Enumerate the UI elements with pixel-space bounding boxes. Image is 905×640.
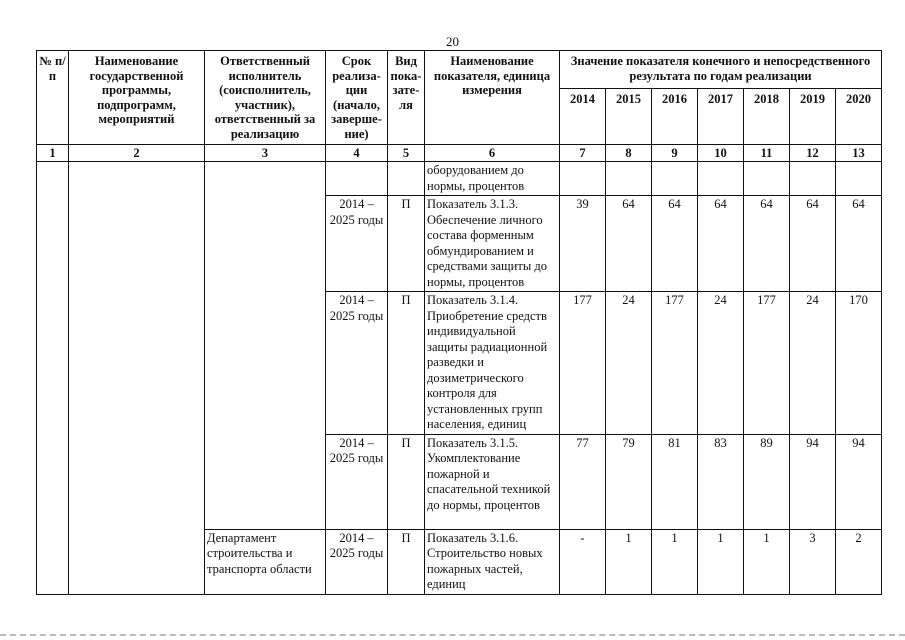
header-values-group: Значение показателя конечного и непосредственного результата по годам реализации bbox=[560, 51, 882, 89]
row-term: 2014 – 2025 годы bbox=[326, 292, 388, 435]
row-type: П bbox=[388, 529, 425, 594]
row-type bbox=[388, 162, 425, 196]
row-value: - bbox=[560, 529, 606, 594]
row-type: П bbox=[388, 292, 425, 435]
row-value: 177 bbox=[652, 292, 698, 435]
column-number: 12 bbox=[790, 145, 836, 162]
row-value bbox=[790, 162, 836, 196]
column-number: 7 bbox=[560, 145, 606, 162]
row-value: 64 bbox=[836, 196, 882, 292]
row-value: 64 bbox=[606, 196, 652, 292]
row-executor: Департамент строительства и транспорта области bbox=[205, 529, 326, 594]
row-indicator: оборудованием до нормы, процентов bbox=[425, 162, 560, 196]
row-value: 2 bbox=[836, 529, 882, 594]
header-indicator: Наименование показателя, единица измерения bbox=[425, 51, 560, 145]
header-executor: Ответственный исполнитель (соисполнитель, участник), ответственный за реализацию bbox=[205, 51, 326, 145]
header-year: 2019 bbox=[790, 88, 836, 144]
row-value bbox=[652, 162, 698, 196]
header-year: 2017 bbox=[698, 88, 744, 144]
row-value: 24 bbox=[790, 292, 836, 435]
row-term: 2014 – 2025 годы bbox=[326, 434, 388, 529]
row-indicator: Показатель 3.1.3. Обеспечение личного состава форменным обмундированием и средствами защиты до нормы, процентов bbox=[425, 196, 560, 292]
header-year: 2018 bbox=[744, 88, 790, 144]
row-value: 1 bbox=[606, 529, 652, 594]
row-value: 170 bbox=[836, 292, 882, 435]
header-num: № п/п bbox=[37, 51, 69, 145]
row-value: 77 bbox=[560, 434, 606, 529]
row-value: 39 bbox=[560, 196, 606, 292]
column-number: 11 bbox=[744, 145, 790, 162]
row-term: 2014 – 2025 годы bbox=[326, 196, 388, 292]
row-value bbox=[836, 162, 882, 196]
row-value: 177 bbox=[560, 292, 606, 435]
row-term: 2014 – 2025 годы bbox=[326, 529, 388, 594]
column-number: 5 bbox=[388, 145, 425, 162]
row-value bbox=[698, 162, 744, 196]
row-value: 89 bbox=[744, 434, 790, 529]
row-value: 94 bbox=[836, 434, 882, 529]
column-number: 3 bbox=[205, 145, 326, 162]
row-value: 3 bbox=[790, 529, 836, 594]
page-number: 20 bbox=[446, 34, 459, 49]
row-value: 64 bbox=[790, 196, 836, 292]
header-year: 2020 bbox=[836, 88, 882, 144]
column-number: 10 bbox=[698, 145, 744, 162]
header-term: Срок реализа-ции (начало, заверше-ние) bbox=[326, 51, 388, 145]
row-value: 81 bbox=[652, 434, 698, 529]
row-value: 177 bbox=[744, 292, 790, 435]
row-num bbox=[37, 162, 69, 595]
row-value: 64 bbox=[698, 196, 744, 292]
row-value: 1 bbox=[652, 529, 698, 594]
header-name: Наименование государственной программы, подпрограмм, мероприятий bbox=[69, 51, 205, 145]
row-value: 1 bbox=[744, 529, 790, 594]
header-type: Вид пока-зате-ля bbox=[388, 51, 425, 145]
row-value: 64 bbox=[652, 196, 698, 292]
row-type: П bbox=[388, 434, 425, 529]
column-number: 9 bbox=[652, 145, 698, 162]
column-number: 1 bbox=[37, 145, 69, 162]
row-indicator: Показатель 3.1.4. Приобретение средств индивидуальной защиты радиационной разведки и дозиметрического контроля для установленных групп населения, единиц bbox=[425, 292, 560, 435]
row-value bbox=[560, 162, 606, 196]
row-value: 1 bbox=[698, 529, 744, 594]
column-number: 4 bbox=[326, 145, 388, 162]
row-type: П bbox=[388, 196, 425, 292]
row-value: 83 bbox=[698, 434, 744, 529]
program-indicators-table bbox=[36, 50, 882, 595]
row-term bbox=[326, 162, 388, 196]
row-value: 94 bbox=[790, 434, 836, 529]
scan-bottom-edge bbox=[0, 634, 905, 636]
row-value: 64 bbox=[744, 196, 790, 292]
column-number: 2 bbox=[69, 145, 205, 162]
column-numbers-row bbox=[37, 145, 882, 162]
column-number: 6 bbox=[425, 145, 560, 162]
header-year: 2016 bbox=[652, 88, 698, 144]
row-executor bbox=[205, 162, 326, 530]
row-indicator: Показатель 3.1.5. Укомплектование пожарной и спасательной техникой до нормы, процентов bbox=[425, 434, 560, 529]
column-number: 13 bbox=[836, 145, 882, 162]
table-row bbox=[37, 162, 882, 196]
row-value: 79 bbox=[606, 434, 652, 529]
row-indicator: Показатель 3.1.6. Строительство новых пожарных частей, единиц bbox=[425, 529, 560, 594]
row-value bbox=[606, 162, 652, 196]
row-name bbox=[69, 162, 205, 595]
column-number: 8 bbox=[606, 145, 652, 162]
row-value: 24 bbox=[606, 292, 652, 435]
row-value bbox=[744, 162, 790, 196]
header-year: 2014 bbox=[560, 88, 606, 144]
row-value: 24 bbox=[698, 292, 744, 435]
header-year: 2015 bbox=[606, 88, 652, 144]
